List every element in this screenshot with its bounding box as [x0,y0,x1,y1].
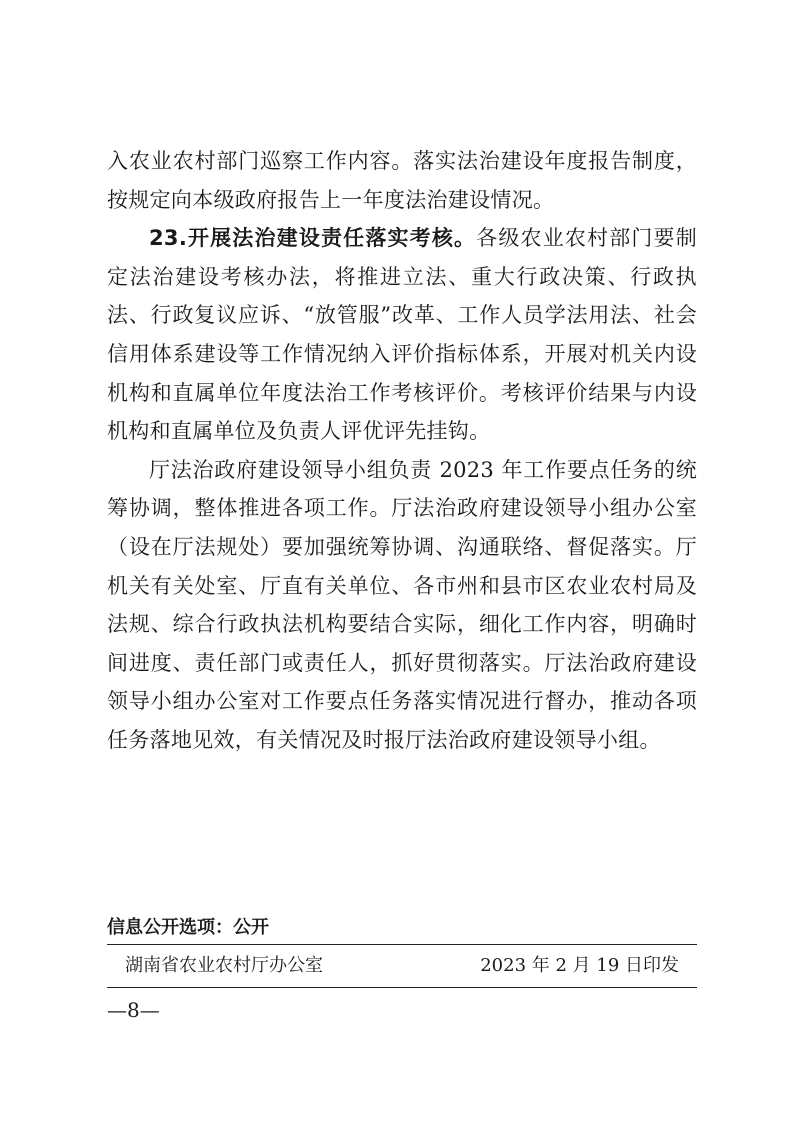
issuing-office: 湖南省农业农村厅办公室 [125,955,323,976]
paragraph-assessment [107,219,697,451]
footer-rule-bottom [107,987,697,988]
item-text: 各级农业农村部门要制定法治建设考核办法，将推进立法、重大行政决策、行政执法、行政复议应诉、“放管服”改革、工作人员学法用法、社会信用体系建设等工作情况纳入评价指标体系，开展对机关内设机构和直属单位年度法治工作考核评价。考核评价结果与内设机构和直属单位及负责人评优评先挂钩。 [107,226,698,444]
footer-rule-top [107,944,697,945]
issue-date: 2023 年 2 月 19 日印发 [480,955,679,976]
paragraph-annual-report: 入农业农村部门巡察工作内容。落实法治建设年度报告制度，按规定向本级政府报告上一年度法治建设情况。 [107,149,697,212]
paragraph-coordination: 厅法治政府建设领导小组负责 2023 年工作要点任务的统筹协调，整体推进各项工作。厅法治政府建设领导小组办公室（设在厅法规处）要加强统筹协调、沟通联络、督促落实。厅机关有关处室、厅直有关单位、各市州和县市区农业农村局及法规、综合行政执法机构要结合实际，细化工作内容，明确时间进度、责任部门或责任人，抓好贯彻落实。厅法治政府建设领导小组办公室对工作要点任务落实情况进行督办，推动各项任务落地见效，有关情况及时报厅法治政府建设领导小组。 [107,457,697,752]
page-number: —8— [107,998,160,1022]
document-body [107,142,697,760]
item-heading: 23.开展法治建设责任落实考核。 [149,226,477,251]
issuer-row [107,948,697,984]
disclosure-option: 信息公开选项：公开 [107,917,269,938]
